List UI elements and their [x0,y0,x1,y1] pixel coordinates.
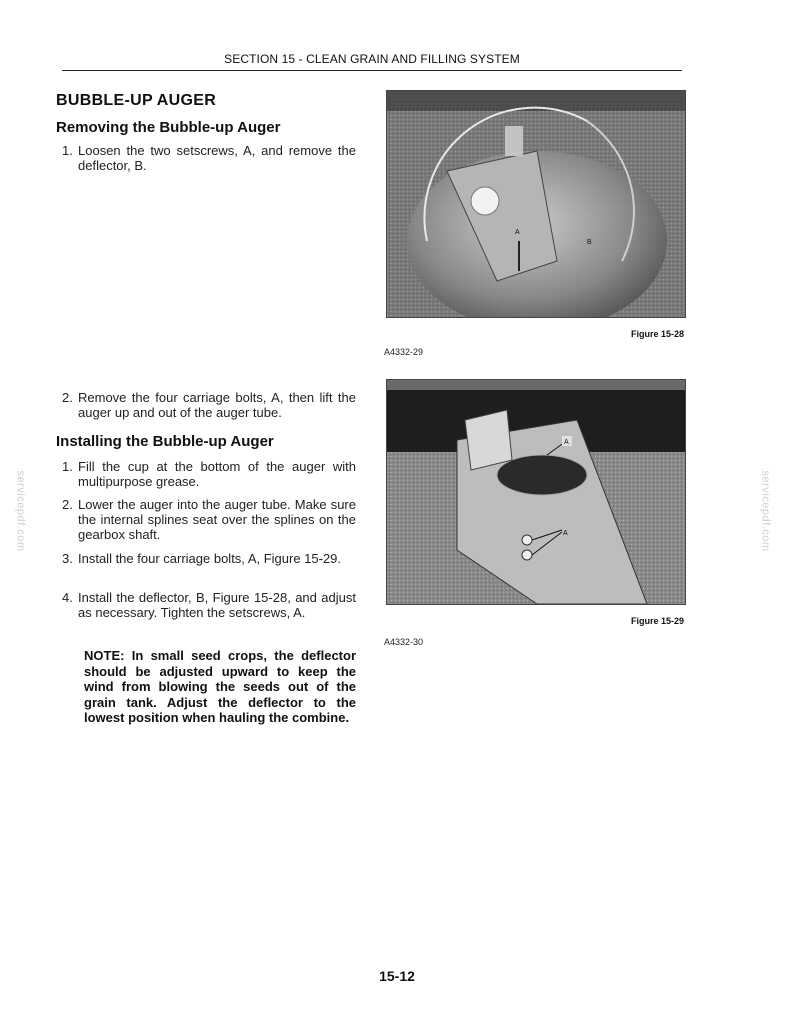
removing-step-1 [56,143,356,173]
step-number: 1. [62,459,73,474]
step-text: Remove the four carriage bolts, A, then lift the auger up and out of the auger tube. [78,390,356,420]
figure-15-28-label-b: B [587,239,592,246]
step-text: Lower the auger into the auger tube. Make sure the internal splines seat over the splines on the gearbox shaft. [78,497,356,542]
note-paragraph: NOTE: In small seed crops, the deflector should be adjusted upward to keep the wind from blowing the seeds out of the grain tank. Adjust the deflector to the lowest position when hauling the combine. [84,648,356,725]
installing-step-2 [56,497,356,542]
step-text: Install the four carriage bolts, A, Figure 15-29. [78,551,342,566]
figure-15-28-label-a: A [515,229,520,236]
figure-15-29-photo [386,379,686,605]
installing-step-3 [56,551,356,566]
figure-15-29-label-a-top: A [564,439,569,446]
figure-15-28-code: A4332-29 [384,347,424,357]
step-text: Install the deflector, B, Figure 15-28, and adjust as necessary. Tighten the setscrews, A. [78,590,356,620]
step-number: 3. [62,551,73,566]
section-header: SECTION 15 - CLEAN GRAIN AND FILLING SYSTEM [224,52,520,66]
watermark-right: servicepdf.com [759,470,772,552]
removing-heading: Removing the Bubble-up Auger [56,119,281,136]
figure-15-29-code: A4332-30 [384,637,424,647]
page-number: 15-12 [379,968,415,984]
step-text: Loosen the two setscrews, A, and remove the deflector, B. [78,143,356,173]
header-rule [62,70,682,71]
page-title: BUBBLE-UP AUGER [56,92,217,109]
figure-15-28-caption: Figure 15-28 [630,329,684,339]
step-text: Fill the cup at the bottom of the auger with multipurpose grease. [78,459,356,489]
installing-heading: Installing the Bubble-up Auger [56,433,274,450]
figure-15-29-caption: Figure 15-29 [630,616,684,626]
figure-15-28-photo [386,90,686,318]
step-number: 2. [62,497,73,512]
watermark-left: servicepdf.com [14,470,27,552]
installing-step-4 [56,590,356,620]
step-number: 2. [62,390,73,405]
figure-15-29-label-a-side: A [563,530,568,537]
installing-step-1 [56,459,356,489]
removing-step-2 [56,390,356,420]
step-number: 1. [62,143,73,158]
step-number: 4. [62,590,73,605]
